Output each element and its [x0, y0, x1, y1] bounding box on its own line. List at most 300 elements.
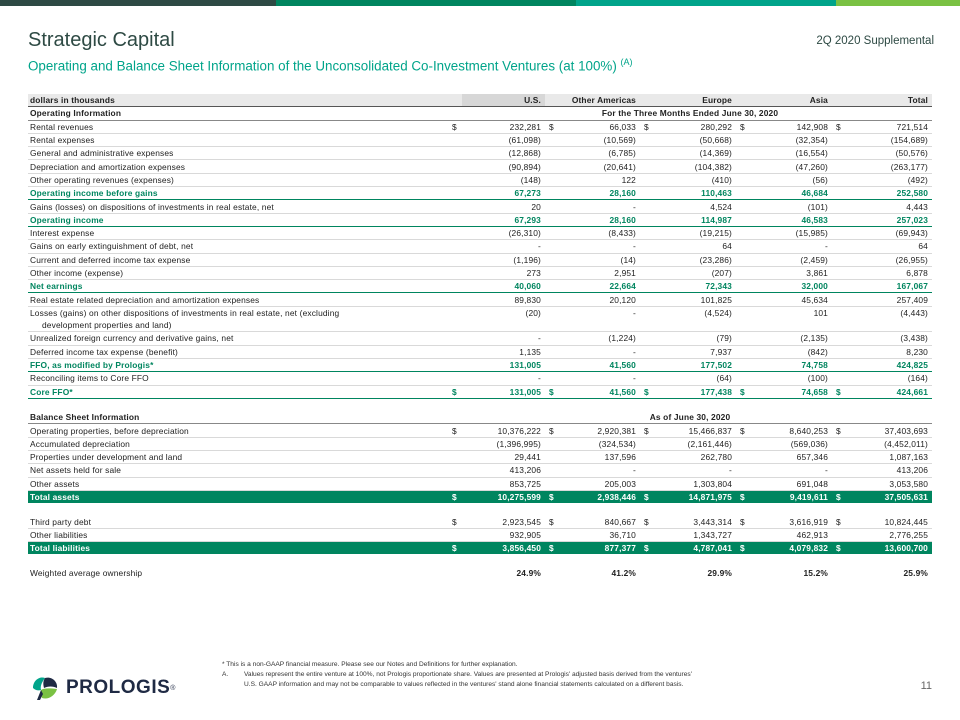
currency-symbol: [832, 226, 846, 239]
row-value: 2,951: [559, 266, 640, 279]
currency-symbol: [545, 187, 559, 200]
total-row: [28, 542, 932, 555]
row-value: 64: [654, 240, 736, 253]
currency-symbol: [545, 147, 559, 160]
currency-symbol: [640, 253, 654, 266]
currency-symbol: $: [448, 490, 462, 503]
row-value: 101: [813, 307, 828, 318]
row-value: (3,438): [846, 332, 932, 345]
currency-symbol: [832, 567, 846, 579]
currency-symbol: [832, 358, 846, 371]
row-value: 110,463: [654, 187, 736, 200]
row-value: 462,913: [750, 528, 832, 541]
row-label: Weighted average ownership: [30, 567, 143, 578]
financial-table: [28, 94, 932, 579]
currency-symbol: $: [448, 424, 462, 437]
row-value: (10,569): [559, 133, 640, 146]
currency-symbol: $: [640, 385, 654, 398]
row-value: (2,459): [750, 253, 832, 266]
row-label: Gains (losses) on dispositions of investments in real estate, net: [28, 200, 448, 213]
row-value: -: [559, 372, 640, 385]
row-value: 3,856,450: [462, 542, 545, 555]
currency-symbol: $: [448, 516, 462, 529]
currency-symbol: $: [545, 120, 559, 133]
currency-symbol: [832, 213, 846, 226]
row-label: Total liabilities: [28, 542, 448, 555]
row-label: Unrealized foreign currency and derivative gains, net: [28, 332, 448, 345]
row-value: (20,641): [559, 160, 640, 173]
currency-symbol: [832, 293, 846, 306]
currency-symbol: [640, 306, 654, 319]
topbar-segment-green: [276, 0, 576, 6]
currency-symbol: $: [545, 542, 559, 555]
currency-symbol: [736, 173, 750, 186]
currency-symbol: [736, 358, 750, 371]
footnote-a: [222, 670, 692, 680]
row-value: 840,667: [559, 516, 640, 529]
row-value: 131,005: [462, 385, 545, 398]
table-row: [28, 226, 932, 239]
currency-symbol: [832, 451, 846, 464]
page-subtitle: [28, 57, 633, 73]
row-value: -: [654, 464, 736, 477]
row-value: (4,452,011): [846, 437, 932, 450]
currency-symbol: $: [640, 542, 654, 555]
row-value: 66,033: [559, 120, 640, 133]
row-value: 25.9%: [903, 567, 928, 578]
row-label-continuation: development properties and land): [28, 319, 448, 332]
row-value: (842): [750, 345, 832, 358]
currency-symbol: [448, 266, 462, 279]
row-label: Properties under development and land: [28, 451, 448, 464]
currency-symbol: [448, 226, 462, 239]
row-value: 424,661: [846, 385, 932, 398]
currency-symbol: [545, 293, 559, 306]
row-value: (26,310): [462, 226, 545, 239]
topbar-segment-dark: [0, 0, 276, 6]
currency-symbol: [832, 266, 846, 279]
blank-row: [28, 398, 932, 411]
row-value: 3,616,919: [750, 516, 832, 529]
row-label: Gains on early extinguishment of debt, net: [28, 240, 448, 253]
currency-symbol: [736, 213, 750, 226]
row-label: Third party debt: [28, 516, 448, 529]
row-value: 721,514: [846, 120, 932, 133]
row-value: (14,369): [654, 147, 736, 160]
currency-symbol: [448, 240, 462, 253]
footnote-a-cont: [222, 680, 692, 690]
currency-symbol: [545, 528, 559, 541]
row-value: (164): [846, 372, 932, 385]
currency-symbol: [832, 280, 846, 293]
row-value: 413,206: [846, 464, 932, 477]
currency-symbol: [736, 332, 750, 345]
currency-symbol: [640, 528, 654, 541]
row-value: 280,292: [654, 120, 736, 133]
currency-symbol: [736, 266, 750, 279]
topbar-segment-lime: [836, 0, 960, 6]
currency-symbol: [448, 464, 462, 477]
currency-symbol: [640, 358, 654, 371]
row-value: 40,060: [462, 280, 545, 293]
row-value: (23,286): [654, 253, 736, 266]
empty-cell: [640, 319, 654, 332]
currency-symbol: $: [736, 424, 750, 437]
currency-symbol: $: [448, 120, 462, 133]
currency-symbol: [640, 293, 654, 306]
row-value: 4,443: [846, 200, 932, 213]
currency-symbol: [545, 213, 559, 226]
currency-symbol: [736, 528, 750, 541]
currency-symbol: $: [545, 385, 559, 398]
table-row: [28, 345, 932, 358]
currency-symbol: [545, 332, 559, 345]
total-row: [28, 280, 932, 293]
table-row: [28, 160, 932, 173]
row-value: 177,438: [654, 385, 736, 398]
row-value: 4,787,041: [654, 542, 736, 555]
table-row: [28, 372, 932, 385]
row-value: 7,937: [654, 345, 736, 358]
row-value: 8,230: [846, 345, 932, 358]
currency-symbol: [448, 306, 462, 319]
row-value: 10,824,445: [846, 516, 932, 529]
row-label: Other operating revenues (expenses): [28, 173, 448, 186]
row-label: Other assets: [28, 477, 448, 490]
row-value: 142,908: [750, 120, 832, 133]
row-label: Other income (expense): [28, 266, 448, 279]
row-label: Rental revenues: [28, 120, 448, 133]
currency-symbol: [545, 173, 559, 186]
row-value: 28,160: [559, 187, 640, 200]
empty-cell: [736, 319, 750, 332]
table-row: [28, 437, 932, 450]
row-value: 167,067: [846, 280, 932, 293]
currency-symbol: [736, 477, 750, 490]
row-value: 9,419,611: [750, 490, 832, 503]
currency-symbol: [448, 372, 462, 385]
currency-symbol: [640, 160, 654, 173]
currency-symbol: [545, 437, 559, 450]
table-row: [28, 240, 932, 253]
currency-symbol: [545, 266, 559, 279]
row-value: 424,825: [846, 358, 932, 371]
row-value: -: [559, 200, 640, 213]
row-value: 20,120: [559, 293, 640, 306]
currency-symbol: [545, 160, 559, 173]
supplemental-label: 2Q 2020 Supplemental: [816, 35, 934, 47]
currency-symbol: [640, 567, 654, 579]
row-value: 257,023: [846, 213, 932, 226]
empty-cell: [832, 319, 846, 332]
empty-cell: [448, 319, 462, 332]
table-row: [28, 133, 932, 146]
currency-symbol: [545, 306, 559, 319]
currency-symbol: [448, 280, 462, 293]
row-value: (1,396,995): [462, 437, 545, 450]
currency-symbol: [545, 200, 559, 213]
currency-symbol: [640, 226, 654, 239]
table-row: [28, 120, 932, 133]
row-value: (61,098): [462, 133, 545, 146]
column-header-spacer: [832, 94, 846, 107]
column-header-row: [28, 94, 932, 107]
currency-symbol: [448, 173, 462, 186]
row-value: 232,281: [462, 120, 545, 133]
currency-symbol: [640, 345, 654, 358]
blank-cell: [28, 554, 932, 566]
row-value: (4,524): [704, 307, 732, 318]
currency-symbol: [640, 464, 654, 477]
row-value: (64): [654, 372, 736, 385]
currency-symbol: [736, 187, 750, 200]
currency-symbol: [640, 173, 654, 186]
currency-symbol: [832, 477, 846, 490]
row-value: 1,303,804: [654, 477, 736, 490]
section-title: Operating Information: [28, 107, 448, 120]
footnote-a-line1: Values represent the entire venture at 100%, not Prologis proportionate share. Values are presented at Prologis' adjusted basis derived from the ventures': [244, 671, 692, 679]
table-row: [28, 477, 932, 490]
row-value: 67,293: [462, 213, 545, 226]
currency-symbol: [736, 147, 750, 160]
currency-symbol: [736, 160, 750, 173]
row-value: 877,377: [559, 542, 640, 555]
currency-symbol: $: [832, 490, 846, 503]
registered-mark: ®: [170, 684, 176, 692]
currency-symbol: $: [448, 385, 462, 398]
currency-symbol: $: [640, 490, 654, 503]
row-value: (69,943): [846, 226, 932, 239]
table-row: [28, 332, 932, 345]
row-value: 74,758: [750, 358, 832, 371]
row-value: (12,868): [462, 147, 545, 160]
currency-symbol: $: [545, 490, 559, 503]
table-row: [28, 516, 932, 529]
empty-cell: [462, 319, 545, 332]
currency-symbol: $: [736, 490, 750, 503]
prologis-leaf-icon: [30, 674, 60, 702]
row-value: -: [559, 464, 640, 477]
row-value: 257,409: [846, 293, 932, 306]
currency-symbol: [640, 477, 654, 490]
row-value: 13,600,700: [846, 542, 932, 555]
column-header-spacer: [545, 94, 559, 107]
row-label: FFO, as modified by Prologis*: [28, 358, 448, 371]
row-value: 657,346: [750, 451, 832, 464]
total-row: [28, 187, 932, 200]
row-value: (100): [750, 372, 832, 385]
table-row: [28, 253, 932, 266]
row-value: 72,343: [654, 280, 736, 293]
row-value: (50,576): [846, 147, 932, 160]
currency-symbol: [448, 332, 462, 345]
empty-cell: [545, 319, 559, 332]
row-value: 20: [462, 200, 545, 213]
row-value: 1,135: [462, 345, 545, 358]
row-value: 41.2%: [611, 567, 636, 578]
subtitle-footnote-marker: (A): [620, 57, 633, 67]
column-header: Total: [846, 94, 932, 107]
currency-symbol: $: [736, 120, 750, 133]
currency-symbol: [448, 345, 462, 358]
currency-symbol: $: [640, 120, 654, 133]
currency-symbol: [448, 253, 462, 266]
row-label: Operating properties, before depreciation: [28, 424, 448, 437]
row-value: (263,177): [846, 160, 932, 173]
row-label: Deferred income tax expense (benefit): [28, 345, 448, 358]
row-label: General and administrative expenses: [28, 147, 448, 160]
row-value: (2,161,446): [654, 437, 736, 450]
row-label: Real estate related depreciation and amortization expenses: [28, 293, 448, 306]
page-number: 11: [920, 680, 932, 692]
row-value: (79): [654, 332, 736, 345]
row-value: 691,048: [750, 477, 832, 490]
currency-symbol: [736, 226, 750, 239]
table-row: [28, 451, 932, 464]
currency-symbol: [640, 451, 654, 464]
currency-symbol: [545, 280, 559, 293]
row-value: 64: [846, 240, 932, 253]
row-value: 15,466,837: [654, 424, 736, 437]
row-label: Net assets held for sale: [28, 464, 448, 477]
column-header-spacer: [448, 94, 462, 107]
currency-symbol: [832, 160, 846, 173]
table-row: [28, 424, 932, 437]
table-row: [28, 306, 932, 319]
currency-symbol: [736, 437, 750, 450]
row-value: (56): [750, 173, 832, 186]
row-value: (19,215): [654, 226, 736, 239]
currency-symbol: [832, 437, 846, 450]
empty-cell: [846, 319, 932, 332]
row-value: (20): [525, 307, 541, 318]
row-value: 413,206: [462, 464, 545, 477]
currency-symbol: [736, 293, 750, 306]
row-value: 101,825: [654, 293, 736, 306]
section-period: As of June 30, 2020: [448, 411, 932, 424]
table-row: [28, 173, 932, 186]
currency-symbol: [640, 266, 654, 279]
currency-symbol: [448, 528, 462, 541]
row-value: 36,710: [559, 528, 640, 541]
empty-cell: [654, 319, 736, 332]
row-value: 137,596: [559, 451, 640, 464]
column-header-spacer: [736, 94, 750, 107]
total-row: [28, 213, 932, 226]
row-label: Net earnings: [28, 280, 448, 293]
currency-symbol: [832, 133, 846, 146]
currency-symbol: [545, 240, 559, 253]
column-header: U.S.: [462, 94, 545, 107]
currency-symbol: [545, 372, 559, 385]
row-value: (324,534): [559, 437, 640, 450]
currency-symbol: [640, 213, 654, 226]
currency-symbol: [736, 133, 750, 146]
row-value: 122: [559, 173, 640, 186]
row-value: 10,376,222: [462, 424, 545, 437]
page-subtitle-text: Operating and Balance Sheet Information of the Unconsolidated Co-Investment Ventures (at 100%): [28, 58, 617, 74]
currency-symbol: [640, 200, 654, 213]
row-label: Rental expenses: [28, 133, 448, 146]
topbar-segment-teal: [576, 0, 836, 6]
row-value: (2,135): [750, 332, 832, 345]
currency-symbol: [832, 187, 846, 200]
total-row: [28, 358, 932, 371]
currency-symbol: [736, 567, 750, 579]
row-value: -: [750, 240, 832, 253]
currency-symbol: [832, 528, 846, 541]
row-value: (50,668): [654, 133, 736, 146]
row-value: (90,894): [462, 160, 545, 173]
currency-symbol: [640, 147, 654, 160]
row-value: -: [462, 240, 545, 253]
total-row: [28, 490, 932, 503]
row-value: 853,725: [462, 477, 545, 490]
section-period: For the Three Months Ended June 30, 2020: [448, 107, 932, 120]
currency-symbol: [832, 372, 846, 385]
currency-symbol: [736, 240, 750, 253]
total-row: [28, 385, 932, 398]
blank-cell: [28, 398, 932, 411]
empty-cell: [559, 319, 640, 332]
row-value: 262,780: [654, 451, 736, 464]
currency-symbol: $: [736, 542, 750, 555]
row-value: (410): [654, 173, 736, 186]
currency-symbol: [448, 213, 462, 226]
row-value: 41,560: [559, 358, 640, 371]
currency-symbol: [640, 133, 654, 146]
footnote-star: * This is a non-GAAP financial measure. Please see our Notes and Definitions for further explanation.: [222, 661, 518, 668]
currency-symbol: [832, 147, 846, 160]
currency-symbol: [832, 240, 846, 253]
row-value: 114,987: [654, 213, 736, 226]
row-value: (148): [462, 173, 545, 186]
column-header-spacer: [640, 94, 654, 107]
currency-symbol: [545, 345, 559, 358]
row-value: 932,905: [462, 528, 545, 541]
table-row: [28, 200, 932, 213]
row-label: Operating income: [28, 213, 448, 226]
row-value: (15,985): [750, 226, 832, 239]
row-value: 205,003: [559, 477, 640, 490]
table-row: [28, 464, 932, 477]
row-value: -: [750, 464, 832, 477]
row-value: 28,160: [559, 213, 640, 226]
currency-symbol: [832, 345, 846, 358]
top-color-bar: [0, 0, 960, 6]
footnotes: [222, 660, 692, 691]
currency-symbol: [736, 345, 750, 358]
currency-symbol: $: [448, 542, 462, 555]
row-value: 252,580: [846, 187, 932, 200]
row-value: 29,441: [462, 451, 545, 464]
currency-symbol: [448, 477, 462, 490]
table-row-continuation: [28, 319, 932, 332]
row-value: 29.9%: [707, 567, 732, 578]
row-value: (14): [559, 253, 640, 266]
table-row: [28, 147, 932, 160]
currency-symbol: [545, 477, 559, 490]
currency-symbol: [448, 293, 462, 306]
row-value: 14,871,975: [654, 490, 736, 503]
currency-symbol: [545, 253, 559, 266]
currency-symbol: [448, 451, 462, 464]
table-row: [28, 528, 932, 541]
row-value: 3,053,580: [846, 477, 932, 490]
row-value: 177,502: [654, 358, 736, 371]
units-label: dollars in thousands: [28, 94, 448, 107]
footnote-a-marker: A.: [222, 671, 229, 679]
